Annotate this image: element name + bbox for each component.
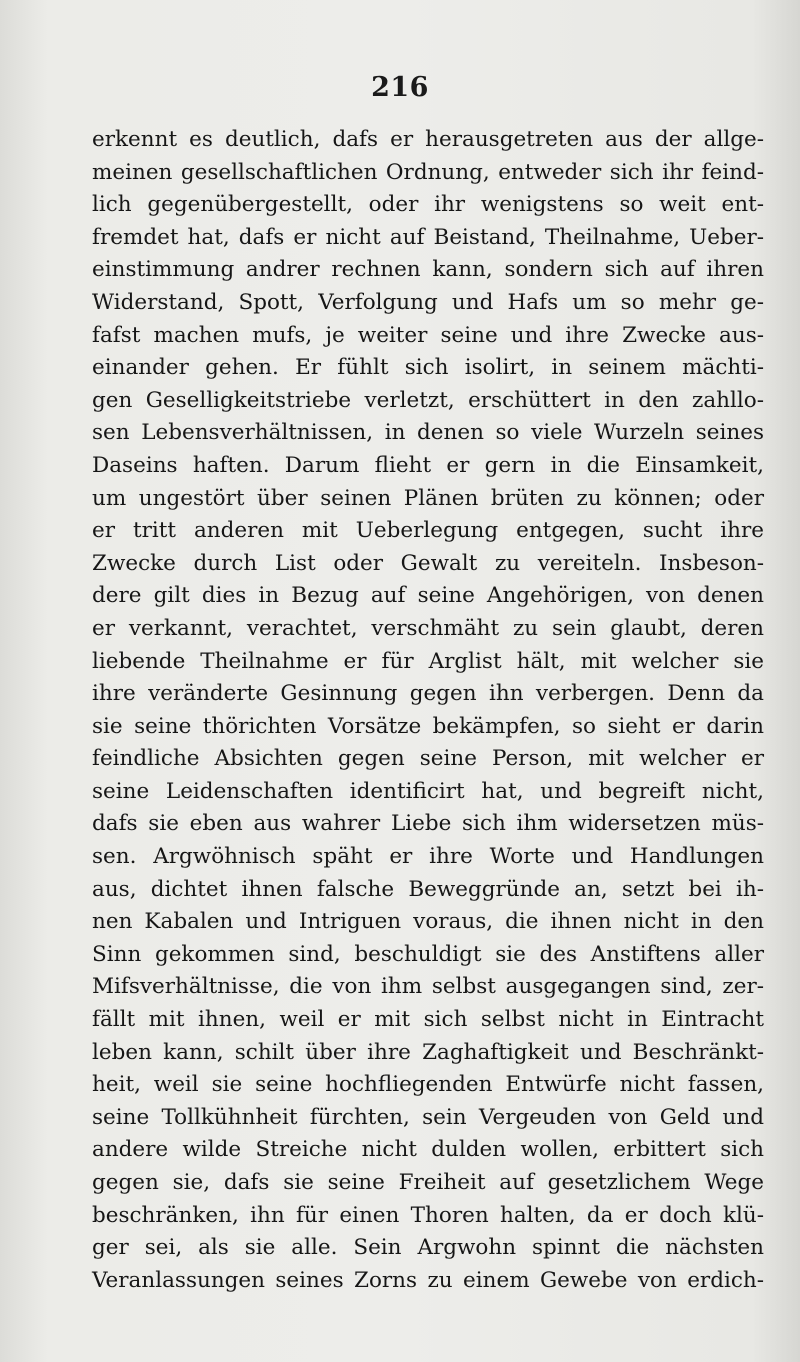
text-line: fafst machen mufs, je weiter seine und ihre Zwecke aus- xyxy=(92,322,764,348)
text-line: Sinn gekommen sind, beschuldigt sie des Anstiftens aller xyxy=(92,941,764,967)
text-line: fällt mit ihnen, weil er mit sich selbst nicht in Eintracht xyxy=(92,1007,764,1033)
text-line: sen. Argwöhnisch späht er ihre Worte und Handlungen xyxy=(92,844,764,870)
text-line: ihre veränderte Gesinnung gegen ihn verbergen. Denn da xyxy=(92,681,764,707)
text-line: dere gilt dies in Bezug auf seine Angehörigen, von denen xyxy=(92,583,764,609)
text-line: fremdet hat, dafs er nicht auf Beistand, Theilnahme, Ueber- xyxy=(92,224,764,250)
text-line: aus, dichtet ihnen falsche Beweggründe an, setzt bei ih- xyxy=(92,876,764,902)
text-line: erkennt es deutlich, dafs er herausgetreten aus der allge- xyxy=(92,127,764,152)
text-line: ger sei, als sie alle. Sein Argwohn spinnt die nächsten xyxy=(92,1235,764,1261)
text-line: er tritt anderen mit Ueberlegung entgegen, sucht ihre xyxy=(92,518,764,544)
text-line: lich gegenübergestellt, oder ihr wenigstens so weit ent- xyxy=(92,192,764,218)
text-line: gegen sie, dafs sie seine Freiheit auf gesetzlichem Wege xyxy=(92,1170,764,1195)
text-line: einstimmung andrer rechnen kann, sondern sich auf ihren xyxy=(92,257,764,283)
text-line: heit, weil sie seine hochfliegenden Entwürfe nicht fassen, xyxy=(92,1072,764,1098)
text-line: gen Geselligkeitstriebe verletzt, erschüttert in den zahllo- xyxy=(92,387,764,413)
text-line: seine Leidenschaften identificirt hat, und begreift nicht, xyxy=(92,778,764,804)
text-line: liebende Theilnahme er für Arglist hält, mit welcher sie xyxy=(92,648,764,674)
page-number: 216 xyxy=(371,72,429,103)
text-line: einander gehen. Er fühlt sich isolirt, in seinem mächti- xyxy=(92,355,764,381)
text-line: Zwecke durch List oder Gewalt zu vereiteln. Insbeson- xyxy=(92,550,764,576)
text-line: Veranlassungen seines Zorns zu einem Gewebe von erdich- xyxy=(92,1267,764,1293)
text-line: nen Kabalen und Intriguen voraus, die ihnen nicht in den xyxy=(92,909,764,935)
text-line: um ungestört über seinen Plänen brüten zu können; oder xyxy=(92,485,764,511)
text-line: sen Lebensverhältnissen, in denen so viele Wurzeln seines xyxy=(92,420,764,446)
text-line: meinen gesellschaftlichen Ordnung, entweder sich ihr feind- xyxy=(92,159,764,185)
text-line: leben kann, schilt über ihre Zaghaftigkeit und Beschränkt- xyxy=(92,1039,764,1065)
text-line: Widerstand, Spott, Verfolgung und Hafs um so mehr ge- xyxy=(92,289,764,315)
text-line: dafs sie eben aus wahrer Liebe sich ihm widersetzen müs- xyxy=(92,811,764,837)
text-line: feindliche Absichten gegen seine Person, mit welcher er xyxy=(92,746,764,772)
text-line: er verkannt, verachtet, verschmäht zu sein glaubt, deren xyxy=(92,615,764,641)
text-line: andere wilde Streiche nicht dulden wollen, erbittert sich xyxy=(92,1137,764,1163)
text-line: beschränken, ihn für einen Thoren halten, da er doch klü- xyxy=(92,1202,764,1228)
text-line: Mifsverhältnisse, die von ihm selbst ausgegangen sind, zer- xyxy=(92,974,764,1000)
text-line: Daseins haften. Darum flieht er gern in die Einsamkeit, xyxy=(92,452,764,478)
text-line: seine Tollkühnheit fürchten, sein Vergeuden von Geld und xyxy=(92,1104,764,1130)
text-line: sie seine thörichten Vorsätze bekämpfen, so sieht er darin xyxy=(92,713,764,739)
body-text xyxy=(92,124,764,1297)
